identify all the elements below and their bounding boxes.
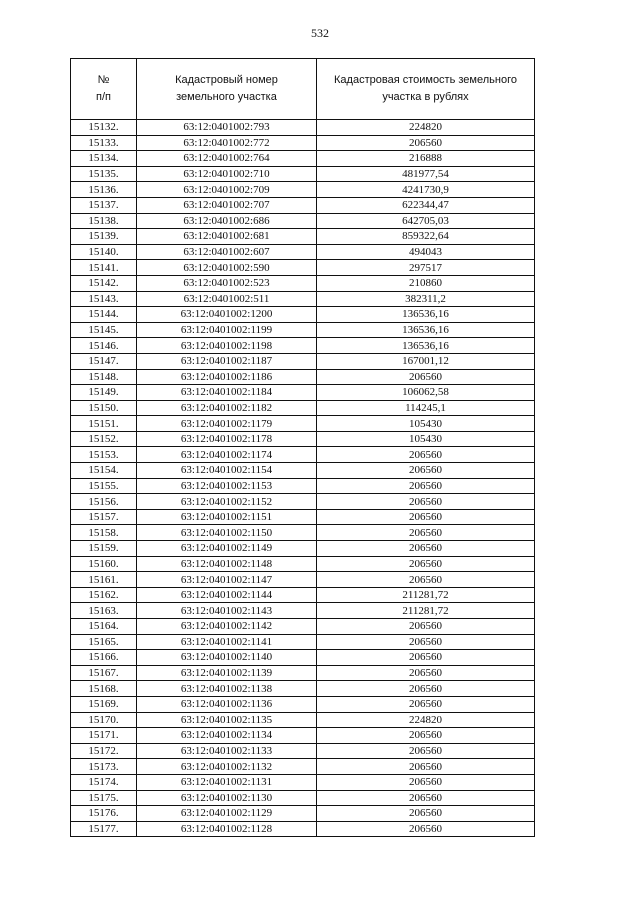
cell-row-number: 15170.: [71, 712, 137, 728]
cell-cadastral-number: 63:12:0401002:1178: [137, 431, 317, 447]
cell-cadastral-value: 114245,1: [317, 400, 535, 416]
cell-cadastral-value: 206560: [317, 634, 535, 650]
table-row: [71, 151, 535, 167]
header-cadastral-number: [137, 59, 317, 120]
cell-row-number: 15145.: [71, 322, 137, 338]
cell-cadastral-value: 206560: [317, 572, 535, 588]
table-row: [71, 619, 535, 635]
cell-cadastral-value: 206560: [317, 478, 535, 494]
cell-cadastral-value: 224820: [317, 712, 535, 728]
cell-row-number: 15165.: [71, 634, 137, 650]
header-row-number-line2: п/п: [96, 91, 111, 103]
table-row: [71, 681, 535, 697]
table-row: [71, 291, 535, 307]
cell-row-number: 15139.: [71, 229, 137, 245]
cell-cadastral-number: 63:12:0401002:764: [137, 151, 317, 167]
cell-cadastral-number: 63:12:0401002:1184: [137, 385, 317, 401]
cell-row-number: 15146.: [71, 338, 137, 354]
table-row: [71, 416, 535, 432]
cell-cadastral-number: 63:12:0401002:1144: [137, 587, 317, 603]
cell-cadastral-value: 206560: [317, 509, 535, 525]
cell-row-number: 15169.: [71, 696, 137, 712]
cell-cadastral-number: 63:12:0401002:707: [137, 197, 317, 213]
cell-cadastral-number: 63:12:0401002:1136: [137, 696, 317, 712]
table-row: [71, 821, 535, 837]
cell-cadastral-value: 136536,16: [317, 307, 535, 323]
cell-row-number: 15133.: [71, 135, 137, 151]
cell-cadastral-value: 211281,72: [317, 603, 535, 619]
table-row: [71, 182, 535, 198]
cell-cadastral-number: 63:12:0401002:681: [137, 229, 317, 245]
cell-cadastral-number: 63:12:0401002:1141: [137, 634, 317, 650]
cell-row-number: 15151.: [71, 416, 137, 432]
cell-row-number: 15156.: [71, 494, 137, 510]
table-row: [71, 385, 535, 401]
cell-cadastral-number: 63:12:0401002:1128: [137, 821, 317, 837]
table-row: [71, 665, 535, 681]
cell-row-number: 15136.: [71, 182, 137, 198]
cell-row-number: 15141.: [71, 260, 137, 276]
cell-row-number: 15164.: [71, 619, 137, 635]
table-row: [71, 353, 535, 369]
cell-cadastral-number: 63:12:0401002:1151: [137, 509, 317, 525]
cell-cadastral-value: 481977,54: [317, 166, 535, 182]
cell-row-number: 15149.: [71, 385, 137, 401]
table-row: [71, 260, 535, 276]
cell-cadastral-value: 206560: [317, 135, 535, 151]
table-row: [71, 400, 535, 416]
cell-cadastral-number: 63:12:0401002:1153: [137, 478, 317, 494]
cell-cadastral-value: 206560: [317, 821, 535, 837]
table-row: [71, 213, 535, 229]
table-row: [71, 759, 535, 775]
cell-cadastral-number: 63:12:0401002:1148: [137, 556, 317, 572]
cell-cadastral-value: 206560: [317, 525, 535, 541]
cell-row-number: 15159.: [71, 541, 137, 557]
table-row: [71, 603, 535, 619]
table-row: [71, 634, 535, 650]
table-row: [71, 447, 535, 463]
cell-cadastral-value: 105430: [317, 416, 535, 432]
cell-cadastral-number: 63:12:0401002:1134: [137, 728, 317, 744]
cell-row-number: 15176.: [71, 806, 137, 822]
cell-row-number: 15150.: [71, 400, 137, 416]
page-number: 532: [311, 26, 329, 40]
cell-row-number: 15157.: [71, 509, 137, 525]
cell-row-number: 15173.: [71, 759, 137, 775]
cell-cadastral-value: 206560: [317, 681, 535, 697]
header-cadastral-value-line1: Кадастровая стоимость земельного: [334, 74, 517, 86]
table-row: [71, 307, 535, 323]
cell-cadastral-number: 63:12:0401002:793: [137, 120, 317, 136]
cell-cadastral-number: 63:12:0401002:772: [137, 135, 317, 151]
cell-cadastral-value: 206560: [317, 743, 535, 759]
cell-cadastral-value: 382311,2: [317, 291, 535, 307]
header-row: [71, 59, 535, 120]
cell-cadastral-number: 63:12:0401002:1186: [137, 369, 317, 385]
cell-cadastral-number: 63:12:0401002:1150: [137, 525, 317, 541]
cell-cadastral-value: 206560: [317, 463, 535, 479]
table-row: [71, 556, 535, 572]
table-row: [71, 166, 535, 182]
table-row: [71, 463, 535, 479]
cell-cadastral-number: 63:12:0401002:1154: [137, 463, 317, 479]
cell-row-number: 15166.: [71, 650, 137, 666]
cell-row-number: 15174.: [71, 774, 137, 790]
cell-cadastral-value: 211281,72: [317, 587, 535, 603]
table-row: [71, 728, 535, 744]
cell-cadastral-number: 63:12:0401002:607: [137, 244, 317, 260]
cell-cadastral-value: 167001,12: [317, 353, 535, 369]
cell-cadastral-number: 63:12:0401002:1187: [137, 353, 317, 369]
header-cadastral-number-line1: Кадастровый номер: [175, 74, 278, 86]
cell-cadastral-number: 63:12:0401002:1149: [137, 541, 317, 557]
cell-row-number: 15153.: [71, 447, 137, 463]
cell-cadastral-number: 63:12:0401002:1199: [137, 322, 317, 338]
table-row: [71, 275, 535, 291]
table-row: [71, 120, 535, 136]
cell-row-number: 15152.: [71, 431, 137, 447]
cell-row-number: 15155.: [71, 478, 137, 494]
cadastral-value-table: [70, 58, 535, 837]
table-row: [71, 790, 535, 806]
cell-cadastral-number: 63:12:0401002:1198: [137, 338, 317, 354]
cell-cadastral-number: 63:12:0401002:710: [137, 166, 317, 182]
table-row: [71, 229, 535, 245]
cell-cadastral-number: 63:12:0401002:1130: [137, 790, 317, 806]
cell-cadastral-value: 206560: [317, 619, 535, 635]
cell-cadastral-value: 136536,16: [317, 338, 535, 354]
table-row: [71, 197, 535, 213]
table-row: [71, 478, 535, 494]
cell-cadastral-value: 206560: [317, 759, 535, 775]
table-row: [71, 494, 535, 510]
cell-row-number: 15140.: [71, 244, 137, 260]
cell-cadastral-number: 63:12:0401002:709: [137, 182, 317, 198]
header-cadastral-value: [317, 59, 535, 120]
cell-row-number: 15142.: [71, 275, 137, 291]
cell-cadastral-value: 206560: [317, 790, 535, 806]
cell-cadastral-number: 63:12:0401002:1140: [137, 650, 317, 666]
table-row: [71, 743, 535, 759]
cell-row-number: 15135.: [71, 166, 137, 182]
cell-cadastral-number: 63:12:0401002:1143: [137, 603, 317, 619]
cell-cadastral-value: 206560: [317, 494, 535, 510]
cell-cadastral-number: 63:12:0401002:1132: [137, 759, 317, 775]
cell-cadastral-number: 63:12:0401002:1179: [137, 416, 317, 432]
cell-cadastral-value: 206560: [317, 650, 535, 666]
cell-row-number: 15138.: [71, 213, 137, 229]
header-cadastral-number-line2: земельного участка: [176, 91, 277, 103]
cell-row-number: 15137.: [71, 197, 137, 213]
cell-row-number: 15167.: [71, 665, 137, 681]
cell-cadastral-number: 63:12:0401002:511: [137, 291, 317, 307]
cell-cadastral-value: 206560: [317, 774, 535, 790]
cell-row-number: 15175.: [71, 790, 137, 806]
cell-row-number: 15158.: [71, 525, 137, 541]
cell-cadastral-value: 216888: [317, 151, 535, 167]
cell-cadastral-value: 206560: [317, 665, 535, 681]
cell-cadastral-number: 63:12:0401002:523: [137, 275, 317, 291]
cell-cadastral-number: 63:12:0401002:1131: [137, 774, 317, 790]
table-row: [71, 712, 535, 728]
cell-cadastral-number: 63:12:0401002:1138: [137, 681, 317, 697]
cell-row-number: 15172.: [71, 743, 137, 759]
table-row: [71, 650, 535, 666]
cell-cadastral-value: 206560: [317, 541, 535, 557]
table-row: [71, 806, 535, 822]
table-row: [71, 135, 535, 151]
table-row: [71, 338, 535, 354]
cell-cadastral-value: 622344,47: [317, 197, 535, 213]
cell-cadastral-value: 859322,64: [317, 229, 535, 245]
cell-row-number: 15147.: [71, 353, 137, 369]
cell-row-number: 15163.: [71, 603, 137, 619]
table-header: [71, 59, 535, 120]
cell-row-number: 15171.: [71, 728, 137, 744]
cell-cadastral-number: 63:12:0401002:1147: [137, 572, 317, 588]
table-row: [71, 369, 535, 385]
table-row: [71, 572, 535, 588]
cell-row-number: 15154.: [71, 463, 137, 479]
table-row: [71, 541, 535, 557]
cell-row-number: 15162.: [71, 587, 137, 603]
table-row: [71, 322, 535, 338]
cell-cadastral-number: 63:12:0401002:1152: [137, 494, 317, 510]
cell-row-number: 15132.: [71, 120, 137, 136]
cell-cadastral-value: 642705,03: [317, 213, 535, 229]
cell-cadastral-number: 63:12:0401002:1135: [137, 712, 317, 728]
cell-cadastral-number: 63:12:0401002:1174: [137, 447, 317, 463]
cell-row-number: 15177.: [71, 821, 137, 837]
cell-cadastral-value: 206560: [317, 728, 535, 744]
cell-cadastral-number: 63:12:0401002:1133: [137, 743, 317, 759]
cell-row-number: 15160.: [71, 556, 137, 572]
cell-row-number: 15161.: [71, 572, 137, 588]
cell-cadastral-value: 106062,58: [317, 385, 535, 401]
cell-cadastral-value: 136536,16: [317, 322, 535, 338]
cell-cadastral-number: 63:12:0401002:686: [137, 213, 317, 229]
cell-cadastral-value: 210860: [317, 275, 535, 291]
cell-cadastral-value: 206560: [317, 556, 535, 572]
header-row-number: [71, 59, 137, 120]
cell-cadastral-number: 63:12:0401002:1200: [137, 307, 317, 323]
table-row: [71, 525, 535, 541]
cell-cadastral-value: 206560: [317, 447, 535, 463]
cell-row-number: 15148.: [71, 369, 137, 385]
cell-row-number: 15144.: [71, 307, 137, 323]
header-row-number-line1: №: [97, 74, 110, 86]
table-row: [71, 587, 535, 603]
cell-cadastral-number: 63:12:0401002:1129: [137, 806, 317, 822]
cell-cadastral-value: 206560: [317, 806, 535, 822]
cell-cadastral-value: 105430: [317, 431, 535, 447]
cell-cadastral-value: 224820: [317, 120, 535, 136]
cell-cadastral-value: 494043: [317, 244, 535, 260]
cell-cadastral-number: 63:12:0401002:1142: [137, 619, 317, 635]
header-cadastral-value-line2: участка в рублях: [382, 91, 469, 103]
table-row: [71, 431, 535, 447]
cell-cadastral-number: 63:12:0401002:1139: [137, 665, 317, 681]
cell-row-number: 15143.: [71, 291, 137, 307]
cell-cadastral-value: 206560: [317, 369, 535, 385]
cell-cadastral-value: 4241730,9: [317, 182, 535, 198]
table-row: [71, 509, 535, 525]
cell-row-number: 15168.: [71, 681, 137, 697]
table-body: [71, 120, 535, 837]
cell-cadastral-number: 63:12:0401002:590: [137, 260, 317, 276]
cell-cadastral-value: 297517: [317, 260, 535, 276]
table-row: [71, 696, 535, 712]
cell-cadastral-number: 63:12:0401002:1182: [137, 400, 317, 416]
cell-row-number: 15134.: [71, 151, 137, 167]
cell-cadastral-value: 206560: [317, 696, 535, 712]
table-row: [71, 244, 535, 260]
table-row: [71, 774, 535, 790]
